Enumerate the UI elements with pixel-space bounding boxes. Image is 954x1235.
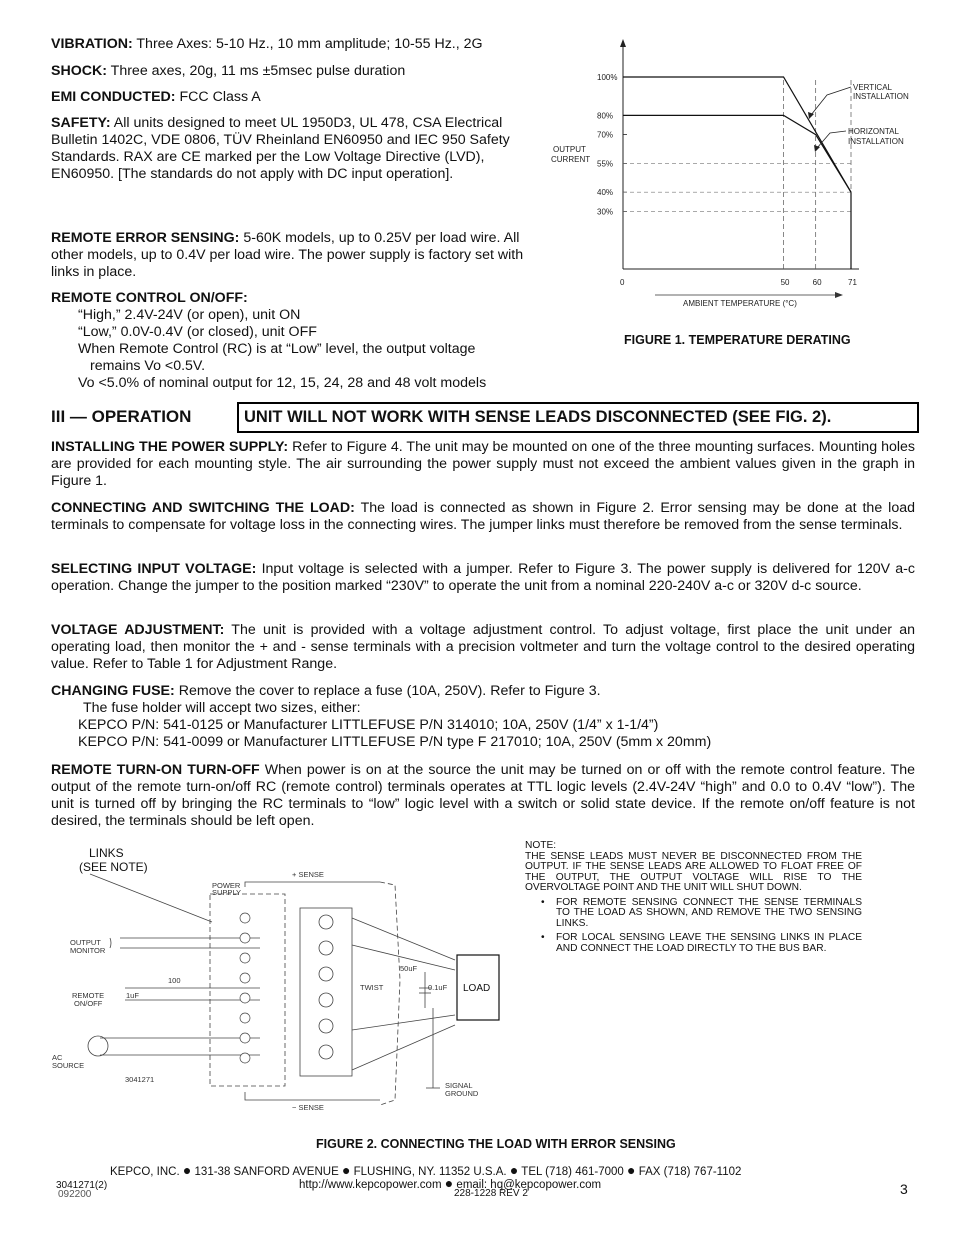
footer-web[interactable]: http://www.kepcopower.com <box>299 1179 442 1191</box>
xlabel-arrowhead <box>835 292 843 298</box>
signal-label: SIGNAL <box>445 1081 473 1090</box>
safety-text: All units designed to meet UL 1950D3, UL 478, CSA Electrical Bulletin 1402C, VDE 0806, TÜV Rheinland EN60950 and IEC 950 Safety Standards. RAX are CE marked per the Low Voltage Directive (LVD), EN60950. [The standards do not apply with DC input operation]. <box>51 115 510 182</box>
voltage-text: The unit is provided with a voltage adjustment control. To adjust voltage, first place the unit under an operating load, then monitor the + and - sense terminals with a precision voltmeter and turn the voltage control to the desired operating value. Refer to Table 1 for Adjustment Range. <box>51 622 915 672</box>
rc-line: remains Vo <0.5V. <box>90 358 206 374</box>
ac-label: AC <box>52 1053 63 1062</box>
emi-label: EMI CONDUCTED: <box>51 89 176 105</box>
install-text: Refer to Figure 4. The unit may be mounted on one of the three mounting surfaces. Mounting holes are provided for each mounting style. The air surrounding the power supply must not exceed the ambient values given in the graph in Figure 1. <box>51 439 916 489</box>
remote-control-spec <box>51 290 551 392</box>
footer-doc-id: 3041271(2) <box>56 1180 108 1191</box>
select-text: Input voltage is selected with a jumper. Refer to Figure 3. The power supply is delivered for 120V a-c operation. Change the jumper to the position marked “230V” to operate the unit from a nominal 220-240V a-c or 320V d-c source. <box>51 561 916 594</box>
y-tick-label: 55% <box>597 159 614 169</box>
selecting-paragraph <box>51 561 915 595</box>
resistor-label: 100 <box>168 976 181 985</box>
installing-paragraph <box>51 439 915 490</box>
output-monitor-label-2: MONITOR <box>70 946 106 955</box>
section-heading: III — OPERATION <box>51 407 192 426</box>
annotation-vertical-2: INSTALLATION <box>853 92 909 101</box>
cap50-label: 50uF <box>400 964 418 973</box>
series-line-horizontal <box>623 115 851 192</box>
remote-turn-on-paragraph <box>51 762 915 830</box>
voltage-paragraph <box>51 622 915 673</box>
connecting-paragraph <box>51 500 915 534</box>
remote-text: When power is on at the source the unit may be turned on or off with the remote control feature. The output of the remote turn-on/off RC (remote control) terminals operates at TTL logic levels (2.4V-24V “high” and 0.0 to 0.4V “low”). The unit is turned off by bringing the RC terminals to “low” logic level with a switch or solid state device. If the remote on/off feature is not desired, the terminals should be left open. <box>51 762 915 829</box>
annotation-vertical-1: VERTICAL <box>853 83 892 92</box>
note-bullet-1: • FOR REMOTE SENSING CONNECT THE SENSE TERMINALS TO THE LOAD AS SHOWN, AND REMOVE THE TWO SENSING LINKS. <box>541 896 862 929</box>
chart-series <box>623 77 851 269</box>
rc-line: “Low,” 0.0V-0.4V (or closed), unit OFF <box>78 324 317 340</box>
rc-line: When Remote Control (RC) is at “Low” level, the output voltage <box>78 341 476 357</box>
minus-sense-label: − SENSE <box>292 1103 324 1112</box>
y-tick-label: 30% <box>597 207 614 217</box>
shock-label: SHOCK: <box>51 63 107 79</box>
rc-line: Vo <5.0% of nominal output for 12, 15, 24, 28 and 48 volt models <box>78 375 487 391</box>
shock-text: Three axes, 20g, 11 ms ±5msec pulse duration <box>106 63 406 79</box>
footer-tel: TEL (718) 461-7000 <box>521 1166 624 1178</box>
fuse-line: KEPCO P/N: 541-0125 or Manufacturer LITTLEFUSE P/N 314010; 10A, 250V (1/4” x 1-1/4”) <box>78 717 659 733</box>
bullet-icon: ● <box>444 1175 454 1191</box>
footer-email[interactable]: email: hq@kepcopower.com <box>456 1179 602 1191</box>
connect-label: CONNECTING AND SWITCHING THE LOAD: <box>51 500 355 516</box>
x-tick-label: 71 <box>848 278 857 287</box>
sense-leads-warning-box: UNIT WILL NOT WORK WITH SENSE LEADS DISCONNECTED (SEE FIG. 2). <box>237 402 919 433</box>
remote-error-sensing-spec <box>51 230 551 281</box>
remote-onoff-label-2: ON/OFF <box>74 999 103 1008</box>
select-label: SELECTING INPUT VOLTAGE: <box>51 561 257 577</box>
fuse-line: The fuse holder will accept two sizes, either: <box>83 700 361 716</box>
footer-address: 131-38 SANFORD AVENUE <box>194 1166 339 1178</box>
annotation-horizontal-1: HORIZONTAL <box>848 127 899 136</box>
voltage-label: VOLTAGE ADJUSTMENT: <box>51 622 225 638</box>
cap-label: 1uF <box>126 991 139 1000</box>
links-label-line2: (SEE NOTE) <box>79 860 148 874</box>
chart-tick-labels <box>597 73 857 287</box>
emi-spec <box>51 89 551 106</box>
res-label: REMOTE ERROR SENSING: <box>51 230 240 246</box>
annotation-horizontal-2: INSTALLATION <box>848 137 904 146</box>
vibration-text: Three Axes: 5-10 Hz., 10 mm amplitude; 10-55 Hz., 2G <box>132 36 483 52</box>
note-title: NOTE: <box>525 840 557 851</box>
footer-rev: 228-1228 REV 2 <box>454 1188 528 1199</box>
rc-line: “High,” 2.4V-24V (or open), unit ON <box>78 307 301 323</box>
install-label: INSTALLING THE POWER SUPPLY: <box>51 439 289 455</box>
fuse-text: Remove the cover to replace a fuse (10A, 250V). Refer to Figure 3. <box>174 683 601 699</box>
fuse-label: CHANGING FUSE: <box>51 683 175 699</box>
figure2-caption: FIGURE 2. CONNECTING THE LOAD WITH ERROR SENSING <box>316 1137 676 1151</box>
load-connection-diagram <box>50 860 510 1118</box>
power-supply-label-2: SUPPLY <box>212 888 242 897</box>
figure2-note <box>525 841 862 954</box>
fuse-line: KEPCO P/N: 541-0099 or Manufacturer LITTLEFUSE P/N type F 217010; 10A, 250V (5mm x 20mm) <box>78 734 712 750</box>
chart-axes <box>620 39 859 269</box>
y-axis-arrowhead <box>620 39 626 47</box>
bullet-icon: ● <box>341 1162 351 1178</box>
footer-fax: FAX (718) 767-1102 <box>638 1166 742 1178</box>
bullet-icon: ● <box>182 1162 192 1178</box>
ground-label: GROUND <box>445 1089 479 1098</box>
figure1-caption: FIGURE 1. TEMPERATURE DERATING <box>624 333 851 347</box>
ac-source-label: SOURCE <box>52 1061 85 1070</box>
y-tick-label: 70% <box>597 130 614 140</box>
power-supply-label: POWER <box>212 881 241 890</box>
plus-sense-label: + SENSE <box>292 870 324 879</box>
load-label: LOAD <box>463 983 491 994</box>
connect-text: The load is connected as shown in Figure 2. Error sensing may be done at the load terminals to compensate for voltage loss in the connecting wires. The jumper links must therefore be removed from the sense terminals. <box>51 500 915 533</box>
series-line-vertical <box>623 77 851 192</box>
shock-spec <box>51 63 551 80</box>
chart-ylabel-line1: OUTPUT <box>553 145 586 154</box>
chart-gridlines <box>623 77 851 269</box>
footer-date-code: 092200 <box>58 1189 92 1200</box>
footer-web-line <box>299 1175 601 1194</box>
links-label-line1: LINKS <box>89 846 124 860</box>
chart-ylabel-line2: CURRENT <box>551 155 591 164</box>
y-tick-label: 100% <box>597 73 618 82</box>
y-tick-label: 40% <box>597 188 614 198</box>
note-text: THE SENSE LEADS MUST NEVER BE DISCONNECTED FROM THE OUTPUT. IF THE SENSE LEADS ARE ALLOWED TO FLOAT FREE OF THE OUTPUT, THE OUTPUT VOLTAGE WILL RISE TO THE OVERVOLTAGE POINT AND THE UNIT WILL SHUT DOWN. <box>525 850 862 893</box>
chart-xlabel: AMBIENT TEMPERATURE (°C) <box>683 299 797 308</box>
fuse-paragraph <box>51 683 915 751</box>
x-tick-label: 0 <box>620 278 625 287</box>
safety-label: SAFETY: <box>51 115 111 131</box>
footer-company: KEPCO, INC. <box>110 1166 180 1178</box>
vibration-spec <box>51 36 551 53</box>
y-tick-label: 80% <box>597 111 614 121</box>
rc-label: REMOTE CONTROL ON/OFF: <box>51 290 248 306</box>
safety-spec <box>51 115 537 183</box>
bullet-icon: ● <box>509 1162 519 1178</box>
emi-text: FCC Class A <box>175 89 261 105</box>
remote-onoff-label: REMOTE <box>72 991 105 1000</box>
vibration-label: VIBRATION: <box>51 36 133 52</box>
page-number: 3 <box>900 1181 908 1197</box>
res-text: 5-60K models, up to 0.25V per load wire. All other models, up to 0.4V per load wire. The power supply is factory set with links in place. <box>51 230 524 280</box>
footer-city: FLUSHING, NY. 11352 U.S.A. <box>353 1166 507 1178</box>
twist-label: TWIST <box>360 983 384 992</box>
remote-label: REMOTE TURN-ON TURN-OFF <box>51 762 260 778</box>
bullet1-text: FOR REMOTE SENSING CONNECT THE SENSE TERMINALS TO THE LOAD AS SHOWN, AND REMOVE THE TWO SENSING LINKS. <box>556 896 862 929</box>
bullet2-text: FOR LOCAL SENSING LEAVE THE SENSING LINKS IN PLACE AND CONNECT THE LOAD DIRECTLY TO THE BUS BAR. <box>556 932 862 954</box>
drawing-number: 3041271 <box>125 1075 155 1084</box>
temperature-derating-chart <box>545 35 925 315</box>
cap01-label: 0.1uF <box>428 983 448 992</box>
bullet-icon: ● <box>627 1162 636 1178</box>
x-tick-label: 60 <box>812 278 822 287</box>
output-monitor-label: OUTPUT <box>70 938 101 947</box>
note-bullet-2: • FOR LOCAL SENSING LEAVE THE SENSING LINKS IN PLACE AND CONNECT THE LOAD DIRECTLY TO THE BUS BAR. <box>541 932 862 954</box>
x-tick-label: 50 <box>780 278 790 287</box>
